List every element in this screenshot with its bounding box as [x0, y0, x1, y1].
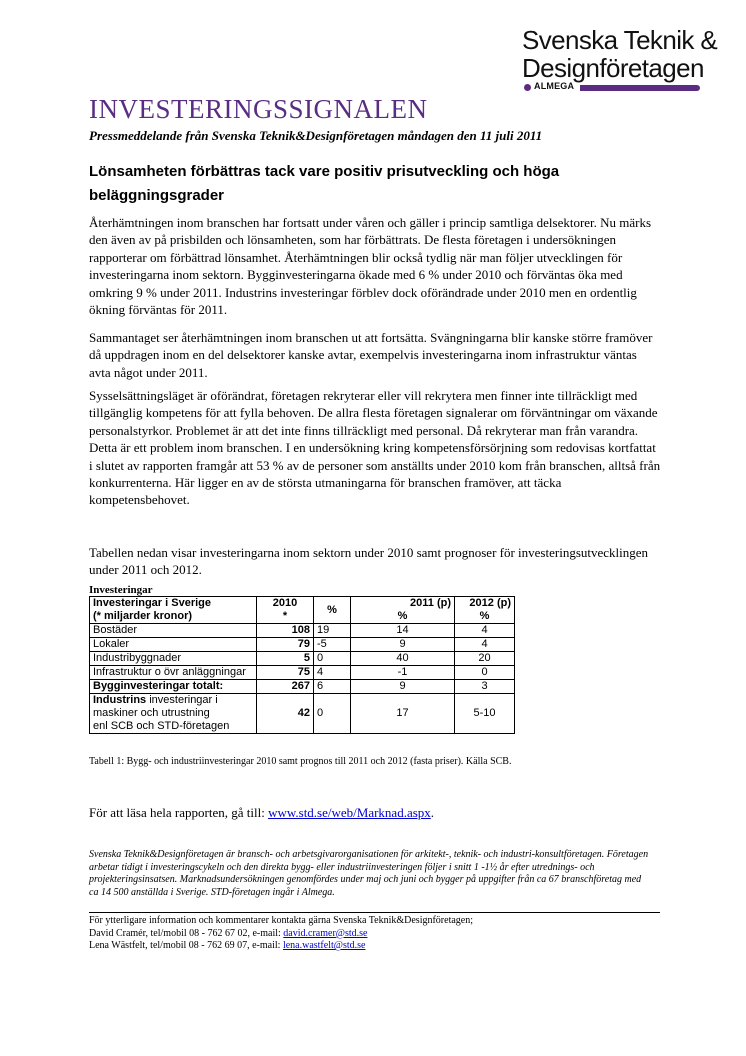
report-link-line [89, 805, 434, 821]
about-organisation: Svenska Teknik&Designföretagen är bransch- och arbetsgivarorganisationen för arkitekt-, teknik- och industri-konsultföretagen. Företagen arbetar tidigt i investeringscykeln och den direkta bygg- eller industriinvesteringen följer i snitt 1 -1½ år efter utrednings- och projekteringsinsatsen. Marknadsundersökningen genomfördes under maj och juni och bygger på uppgifter från ca 67 branschföretag med ca 14 500 anställda i Sverige. STD-företagen ingår i Almega. [89, 849, 649, 898]
row-pct: -5 [314, 638, 351, 652]
table-industry-row [90, 694, 515, 734]
logo-line-2: Designföretagen [522, 53, 704, 83]
row-2011: 14 [351, 624, 455, 638]
row-pct: 0 [314, 652, 351, 666]
row-pct: 19 [314, 624, 351, 638]
row-2011: 9 [351, 680, 455, 694]
contact-person-1-text: David Cramér, tel/mobil 08 - 762 67 02, e-mail: [89, 927, 284, 939]
header-2012-line1: 2012 (p) [469, 597, 511, 609]
table-header-row [90, 597, 515, 624]
investment-table-block [89, 584, 515, 734]
row-2012: 4 [455, 624, 515, 638]
industry-2012: 5-10 [455, 694, 515, 734]
paragraph-1: Återhämtningen inom branschen har fortsatt under våren och gäller i princip samtliga delsektorer. Nu märks den även av på prisbilden och lönsamheten, som har förbättrats. De flesta företagen i undersökningen rapporterar om förbättrad lönsamhet. Återhämtningen blir också tydlig när man följer utvecklingen för investeringarna inom sektorn. Bygginvesteringarna ökade med 6 % under 2010 och förväntas öka med omkring 9 % under 2011. Industrins investeringar förblev dock oförändrade under 2010 men en ordentlig ökning förväntas för 2011. [89, 215, 652, 318]
industry-2010: 42 [257, 694, 314, 734]
header-label-line2: (* miljarder kronor) [93, 610, 193, 622]
masthead-title: INVESTERINGSSIGNALEN [89, 94, 428, 124]
row-pct: 6 [314, 680, 351, 694]
row-2010: 108 [257, 624, 314, 638]
row-label: Bygginvesteringar totalt: [90, 680, 257, 694]
header-2012 [455, 597, 515, 624]
logo-line-1: Svenska Teknik & [522, 25, 718, 55]
investment-table [89, 596, 515, 734]
logo-bar [522, 82, 712, 94]
contact-person-2 [89, 940, 473, 953]
industry-2011: 17 [351, 694, 455, 734]
row-2010: 267 [257, 680, 314, 694]
contact-block [89, 915, 473, 953]
logo-brand: ALMEGA [534, 81, 575, 91]
header-2011 [351, 597, 455, 624]
paragraph-3: Sysselsättningsläget är oförändrat, företagen rekryterar eller vill rekrytera men finner inte tillräckligt med tillgänglig kompetens för att fylla behoven. De allra flesta företagen signalerar om förväntningar om växande personalstyrkor. Problemet är att det inte finns tillräckligt med personal. Då rekryterar man från varandra. Detta är ett problem inom branschen. I en undersökning kring kompetensförsörjning som redovisas kortfattat i slutet av rapporten framgår att 53 % av de personer som anställts under 2010 kom från branschen, alltså från konkurrenterna. Här ligger en av de största utmaningarna för branschen framöver, att täcka kompetensbehovet. [89, 388, 661, 508]
report-link[interactable]: www.std.se/web/Marknad.aspx [268, 805, 431, 820]
row-pct: 4 [314, 666, 351, 680]
row-2011: 9 [351, 638, 455, 652]
industry-pct: 0 [314, 694, 351, 734]
table-caption: Investeringar [89, 584, 153, 596]
industry-label-bold: Industrins [93, 694, 147, 706]
industry-label-rest: investeringar i [146, 694, 218, 706]
table-row [90, 666, 515, 680]
company-logo [522, 25, 718, 94]
header-2012-line2: % [479, 610, 490, 622]
row-label: Lokaler [90, 638, 257, 652]
row-2012: 20 [455, 652, 515, 666]
row-label: Infrastruktur o övr anläggningar [90, 666, 257, 680]
industry-label-line1 [93, 694, 253, 707]
report-link-prefix: För att läsa hela rapporten, gå till: [89, 805, 269, 820]
header-2011-line1: 2011 (p) [410, 597, 451, 609]
report-link-suffix: . [430, 805, 435, 820]
table-total-row [90, 680, 515, 694]
row-2010: 5 [257, 652, 314, 666]
row-2011: 40 [351, 652, 455, 666]
header-2010 [257, 597, 314, 624]
row-label: Bostäder [90, 624, 257, 638]
header-label-line1: Investeringar i Sverige [93, 597, 211, 609]
contact-person-2-text: Lena Wästfelt, tel/mobil 08 - 762 69 07, e-mail: [89, 940, 283, 952]
header-2010-line2: * [282, 610, 288, 622]
header-2010-line1: 2010 [272, 597, 298, 609]
industry-label-line3: enl SCB och STD-företagen [93, 720, 230, 732]
table-note: Tabell 1: Bygg- och industriinvesteringar 2010 samt prognos till 2011 och 2012 (fasta priser). Källa SCB. [89, 756, 512, 767]
email-link-david[interactable]: david.cramer@std.se [283, 927, 368, 939]
row-2010: 79 [257, 638, 314, 652]
industry-label [90, 694, 257, 734]
contact-intro: För ytterligare information och kommentarer kontakta gärna Svenska Teknik&Designföretagen; [89, 915, 473, 926]
row-2012: 3 [455, 680, 515, 694]
press-release-line: Pressmeddelande från Svenska Teknik&Designföretagen måndagen den 11 juli 2011 [89, 128, 543, 143]
divider [89, 912, 660, 913]
logo-dot-icon [524, 84, 531, 91]
row-2012: 0 [455, 666, 515, 680]
table-row [90, 652, 515, 666]
logo-stripe [580, 85, 700, 91]
email-link-lena[interactable]: lena.wastfelt@std.se [282, 940, 366, 952]
row-2012: 4 [455, 638, 515, 652]
row-2011: -1 [351, 666, 455, 680]
header-label [90, 597, 257, 624]
paragraph-4: Tabellen nedan visar investeringarna inom sektorn under 2010 samt prognoser för investeringsutvecklingen under 2011 och 2012. [89, 545, 649, 578]
header-2011-line2: % [397, 610, 408, 622]
paragraph-2: Sammantaget ser återhämtningen inom branschen ut att fortsätta. Svängningarna blir kanske större framöver då uppdragen inom en del delsektorer kanske avtar, exempelvis investeringarna inom infrastruktur väntas avta något under 2011. [89, 330, 653, 380]
row-label: Industribyggnader [90, 652, 257, 666]
row-2010: 75 [257, 666, 314, 680]
table-row [90, 624, 515, 638]
contact-person-1 [89, 928, 473, 941]
table-row [90, 638, 515, 652]
headline: Lönsamheten förbättras tack vare positiv prisutveckling och höga beläggningsgrader [89, 163, 560, 204]
industry-label-line2: maskiner och utrustning [93, 707, 210, 719]
header-pct: % [314, 597, 351, 624]
